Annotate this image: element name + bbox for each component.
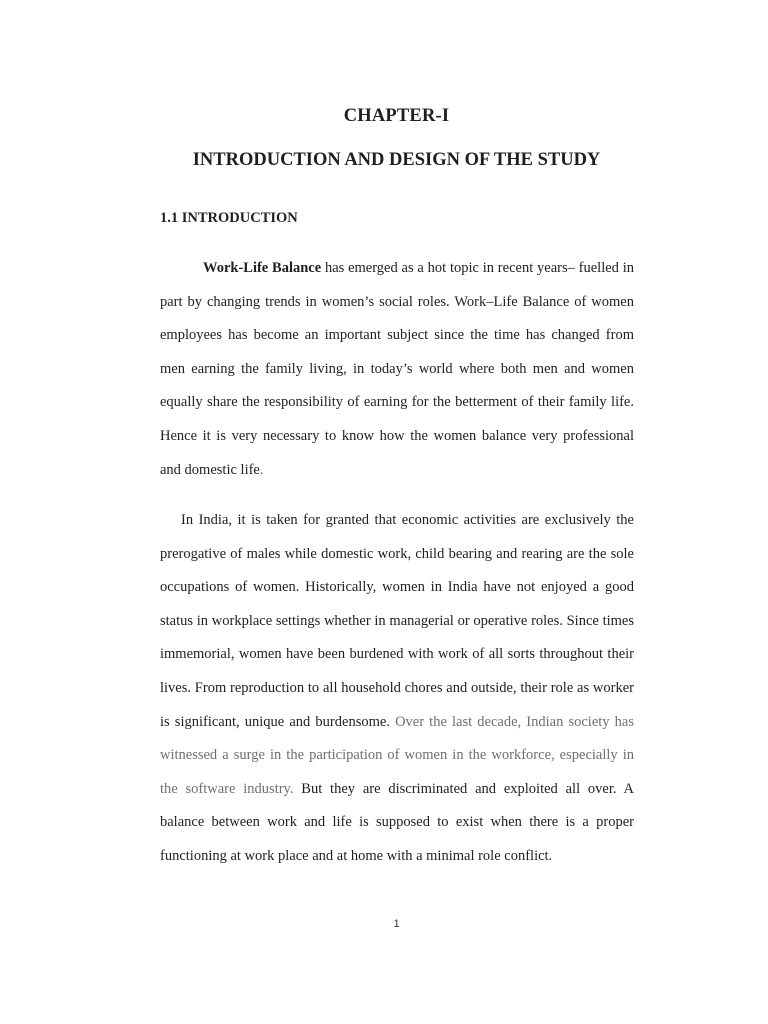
paragraph-2-body-b: But they are discriminated and exploited all over. A balance between work and life is supposed to exist when there is a proper functioning at work place and at home with a minimal role conflict. (160, 780, 634, 864)
paragraph-2-cited-text: Over the last decade, Indian society has witnessed a surge in the participation of women in the workforce, especially in the software industry. (160, 713, 634, 797)
page-number: 1 (393, 918, 400, 930)
section-heading: 1.1 INTRODUCTION (160, 210, 298, 226)
intro-paragraph-1 (160, 252, 634, 487)
intro-paragraph-2 (160, 504, 634, 874)
paragraph-1-period: . (259, 461, 264, 478)
paragraph-1-body: has emerged as a hot topic in recent years– fuelled in part by changing trends in women’s social roles. Work–Life Balance of women employees has become an important subject since the time has changed from men earning the family living, in today’s world where both men and women equally share the responsibility of earning for the betterment of their family life. Hence it is very necessary to know how the women balance very professional and domestic life (160, 260, 634, 478)
paragraph-lead-term: Work-Life Balance (203, 260, 322, 276)
document-title: INTRODUCTION AND DESIGN OF THE STUDY (192, 150, 601, 170)
paragraph-2-body-a: In India, it is taken for granted that economic activities are exclusively the prerogative of males while domestic work, child bearing and rearing are the sole occupations of women. Historically, women in India have not enjoyed a good status in workplace settings whether in managerial or operative roles. Since times immemorial, women have been burdened with work of all sorts throughout their lives. From reproduction to all household chores and outside, their role as worker is significant, unique and burdensome. (160, 512, 634, 730)
chapter-heading: CHAPTER-I (343, 106, 450, 126)
